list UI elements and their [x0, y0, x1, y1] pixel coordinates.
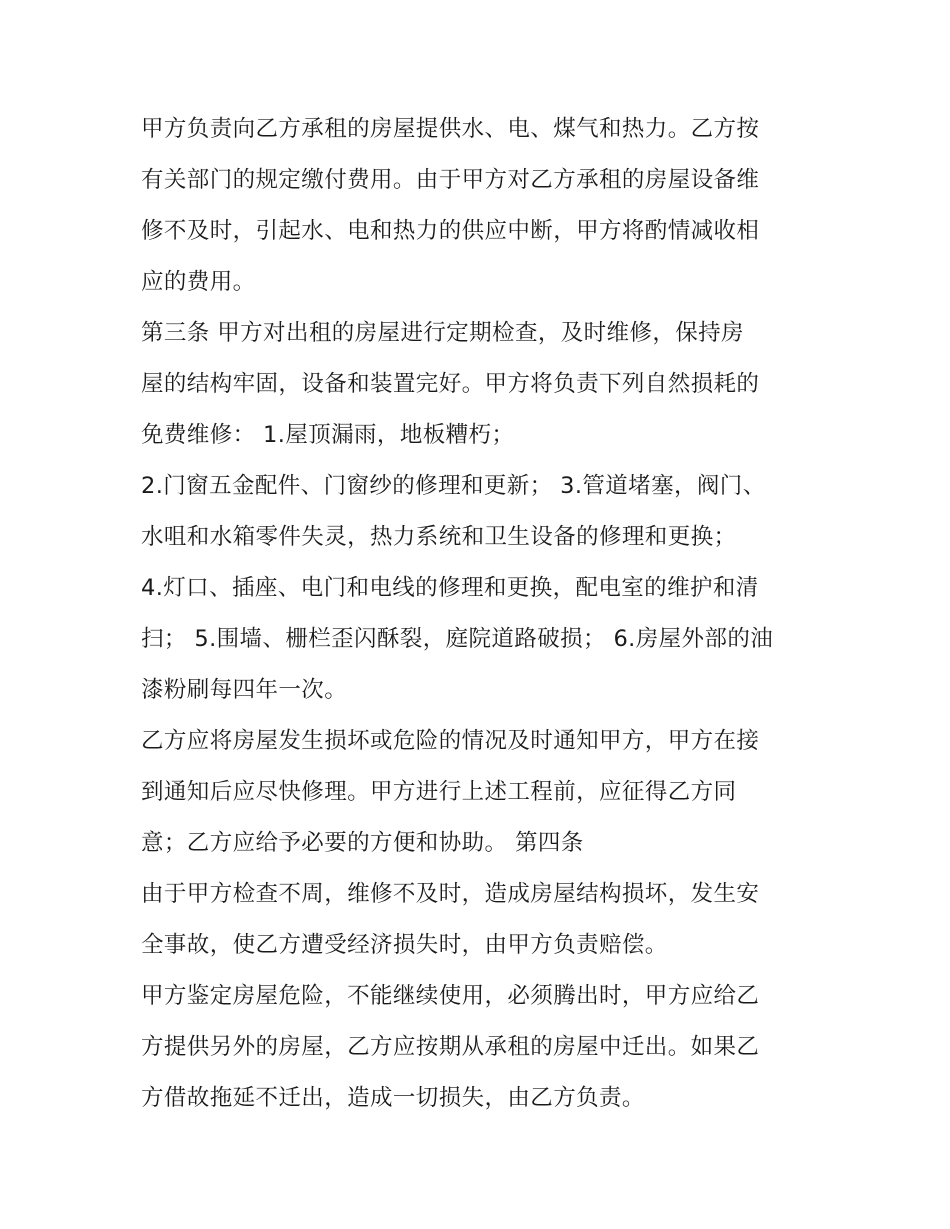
- text-line: 扫； 5.围墙、栅栏歪闪酥裂，庭院道路破损； 6.房屋外部的油: [141, 626, 774, 652]
- text-line: 2.门窗五金配件、门窗纱的修理和更新； 3.管道堵塞，阀门、: [141, 473, 766, 499]
- text-line: 免费维修： 1.屋顶漏雨，地板糟朽；: [141, 422, 515, 448]
- text-line: 到通知后应尽快修理。甲方进行上述工程前，应征得乙方同: [141, 779, 737, 805]
- text-line: 意；乙方应给予必要的方便和协助。 第四条: [141, 830, 584, 856]
- text-line: 方提供另外的房屋，乙方应按期从承租的房屋中迁出。如果乙: [141, 1034, 760, 1060]
- text-line: 屋的结构牢固，设备和装置完好。甲方将负责下列自然损耗的: [141, 371, 760, 397]
- text-line: 甲方负责向乙方承租的房屋提供水、电、煤气和热力。乙方按: [141, 116, 760, 142]
- document-body: [141, 104, 821, 1124]
- text-line: 修不及时，引起水、电和热力的供应中断，甲方将酌情减收相: [141, 218, 760, 244]
- text-line: 方借故拖延不迁出，造成一切损失，由乙方负责。: [141, 1085, 645, 1111]
- text-line: 甲方鉴定房屋危险，不能继续使用，必须腾出时，甲方应给乙: [141, 983, 760, 1009]
- text-line: 有关部门的规定缴付费用。由于甲方对乙方承租的房屋设备维: [141, 167, 760, 193]
- text-line: 乙方应将房屋发生损坏或危险的情况及时通知甲方，甲方在接: [141, 728, 760, 754]
- text-line: 第三条 甲方对出租的房屋进行定期检查，及时维修，保持房: [141, 320, 744, 346]
- text-line: 全事故，使乙方遭受经济损失时，由甲方负责赔偿。: [141, 932, 668, 958]
- text-line: 漆粉刷每四年一次。: [141, 677, 348, 703]
- text-line: 水咀和水箱零件失灵，热力系统和卫生设备的修理和更换；: [141, 524, 737, 550]
- text-line: 4.灯口、插座、电门和电线的修理和更换，配电室的维护和清: [141, 575, 759, 601]
- text-line: 应的费用。: [141, 269, 256, 295]
- text-line: 由于甲方检查不周，维修不及时，造成房屋结构损坏，发生安: [141, 881, 760, 907]
